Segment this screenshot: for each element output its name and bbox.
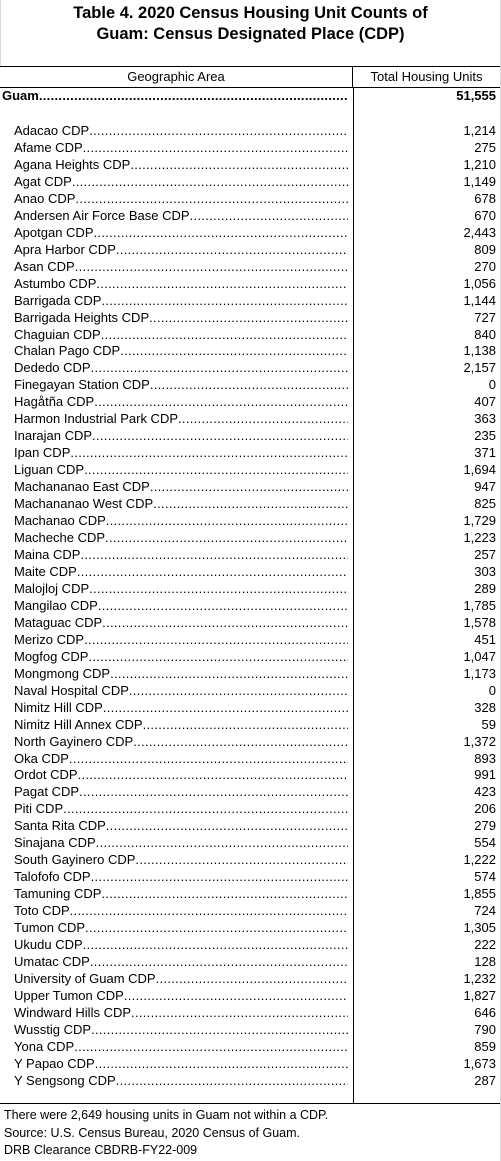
row-value: 574 [474, 869, 496, 885]
table-row[interactable] [0, 987, 500, 1004]
table-row[interactable] [0, 648, 500, 665]
table-row[interactable] [0, 766, 500, 783]
table-row[interactable] [0, 1021, 500, 1038]
row-value: 287 [474, 1072, 496, 1088]
row-value: 670 [474, 207, 496, 223]
table-row[interactable] [0, 292, 500, 309]
row-name: Andersen Air Force Base CDP ..... [14, 207, 348, 224]
row-name: Hagåtña CDP ..... [14, 393, 348, 410]
table-row[interactable] [0, 1055, 500, 1072]
table-row[interactable] [0, 936, 500, 953]
header-total-housing-units: Total Housing Units [370, 69, 483, 84]
row-value: 0 [488, 377, 496, 393]
row-name: Nimitz Hill CDP ..... [14, 699, 348, 716]
row-name: Mogfog CDP ..... [14, 648, 348, 665]
row-value: 809 [474, 241, 496, 257]
table-row[interactable] [0, 342, 500, 359]
row-value: 947 [474, 479, 496, 495]
row-name: Barrigada Heights CDP ..... [14, 309, 348, 326]
row-value: 1,729 [463, 513, 496, 529]
row-name: Mataguac CDP ..... [14, 614, 348, 631]
row-value: 275 [474, 139, 496, 155]
row-value: 289 [474, 580, 496, 596]
table-row[interactable] [0, 919, 500, 936]
row-value: 1,694 [463, 462, 496, 478]
row-name: Adacao CDP ..... [14, 122, 348, 139]
row-value: 363 [474, 411, 496, 427]
table-row[interactable] [0, 224, 500, 241]
row-value: 554 [474, 835, 496, 851]
row-value: 1,149 [463, 173, 496, 189]
row-name: Talofofo CDP ..... [14, 868, 348, 885]
row-value: 991 [474, 767, 496, 783]
row-name: Merizo CDP ..... [14, 631, 348, 648]
row-name: Pagat CDP ..... [14, 783, 348, 800]
row-value: 407 [474, 394, 496, 410]
row-name: Guam ..... [2, 87, 348, 104]
row-name: Toto CDP ..... [14, 902, 348, 919]
row-name: Piti CDP ..... [14, 800, 348, 817]
row-value: 1,855 [463, 886, 496, 902]
row-name: Dededo CDP ..... [14, 359, 348, 376]
table-row[interactable] [0, 851, 500, 868]
table-row[interactable] [0, 1004, 500, 1021]
table-row[interactable] [0, 800, 500, 817]
row-value: 678 [474, 190, 496, 206]
table-row[interactable] [0, 716, 500, 733]
row-name: Oka CDP ..... [14, 750, 348, 767]
row-value: 1,173 [463, 665, 496, 681]
row-name: Ipan CDP ..... [14, 444, 348, 461]
table-row[interactable] [0, 393, 500, 410]
table-row[interactable] [0, 376, 500, 393]
row-name: Tumon CDP ..... [14, 919, 348, 936]
row-name: Barrigada CDP ..... [14, 292, 348, 309]
footnote-3: DRB Clearance CBDRB-FY22-009 [4, 1143, 198, 1157]
row-name: Sinajana CDP ..... [14, 834, 348, 851]
table-row[interactable] [0, 512, 500, 529]
row-name: Maite CDP ..... [14, 563, 348, 580]
row-value: 128 [474, 954, 496, 970]
row-name: Maina CDP ..... [14, 546, 348, 563]
row-value: 825 [474, 496, 496, 512]
table-row[interactable] [0, 699, 500, 716]
table-row[interactable] [0, 953, 500, 970]
table-row[interactable] [0, 444, 500, 461]
table-row[interactable] [0, 563, 500, 580]
table-row[interactable] [0, 156, 500, 173]
table-row[interactable] [0, 258, 500, 275]
row-value: 2,157 [463, 360, 496, 376]
row-name: Y Sengsong CDP ..... [14, 1072, 348, 1089]
row-name: Harmon Industrial Park CDP ..... [14, 410, 348, 427]
table-row[interactable] [0, 970, 500, 987]
table-body [0, 87, 500, 1104]
row-name: Naval Hospital CDP ..... [14, 682, 348, 699]
footnote-2: Source: U.S. Census Bureau, 2020 Census of Guam. [4, 1125, 300, 1140]
table-row[interactable] [0, 682, 500, 699]
row-name: Apotgan CDP ..... [14, 224, 348, 241]
row-name: Agana Heights CDP ..... [14, 156, 348, 173]
row-value: 2,443 [463, 224, 496, 240]
row-name: Yona CDP ..... [14, 1038, 348, 1055]
row-name: Windward Hills CDP ..... [14, 1004, 348, 1021]
table-row[interactable] [0, 427, 500, 444]
row-value: 1,305 [463, 920, 496, 936]
table-row[interactable] [0, 529, 500, 546]
row-name: Nimitz Hill Annex CDP ..... [14, 716, 348, 733]
row-value: 1,827 [463, 987, 496, 1003]
row-name: North Gayinero CDP ..... [14, 733, 348, 750]
header-geographic-area: Geographic Area [0, 67, 353, 87]
row-name: Y Papao CDP ..... [14, 1055, 348, 1072]
row-name: Machanao CDP ..... [14, 512, 348, 529]
row-value: 51,555 [456, 88, 496, 103]
table-row[interactable] [0, 241, 500, 258]
row-value: 0 [488, 682, 496, 698]
row-name: Chalan Pago CDP ..... [14, 342, 348, 359]
table-row[interactable] [0, 207, 500, 224]
row-name: Agat CDP ..... [14, 173, 348, 190]
row-value: 727 [474, 309, 496, 325]
table-row[interactable] [0, 868, 500, 885]
table-row[interactable] [0, 190, 500, 207]
table-row[interactable] [0, 173, 500, 190]
table-row[interactable] [0, 665, 500, 682]
table-header [0, 66, 500, 88]
row-name: University of Guam CDP ..... [14, 970, 348, 987]
row-name: Liguan CDP ..... [14, 461, 348, 478]
table-row[interactable] [0, 122, 500, 139]
row-name: Chaguian CDP ..... [14, 326, 348, 343]
row-value: 790 [474, 1021, 496, 1037]
table-row[interactable] [0, 478, 500, 495]
row-value: 1,214 [463, 123, 496, 138]
row-value: 1,673 [463, 1055, 496, 1071]
row-name: Umatac CDP ..... [14, 953, 348, 970]
table-row[interactable] [0, 614, 500, 631]
row-value: 1,372 [463, 733, 496, 749]
row-value: 303 [474, 563, 496, 579]
row-value: 328 [474, 699, 496, 715]
row-value: 1,047 [463, 648, 496, 664]
table-title [0, 3, 501, 45]
table-row[interactable] [0, 326, 500, 343]
table-row[interactable] [0, 359, 500, 376]
table-row[interactable] [0, 783, 500, 800]
row-value: 279 [474, 818, 496, 834]
title-line-2: Guam: Census Designated Place (CDP) [96, 25, 405, 43]
table-row[interactable] [0, 750, 500, 767]
table-row[interactable] [0, 733, 500, 750]
table-row[interactable] [0, 885, 500, 902]
table-row[interactable] [0, 461, 500, 478]
row-value: 423 [474, 784, 496, 800]
row-name: Machananao West CDP ..... [14, 495, 348, 512]
row-value: 1,056 [463, 275, 496, 291]
row-value: 235 [474, 428, 496, 444]
table-row[interactable] [0, 1072, 500, 1089]
table-row[interactable] [0, 309, 500, 326]
row-name: Ordot CDP ..... [14, 766, 348, 783]
row-name: Asan CDP ..... [14, 258, 348, 275]
row-name: Santa Rita CDP ..... [14, 817, 348, 834]
row-name: Mangilao CDP ..... [14, 597, 348, 614]
row-name: South Gayinero CDP ..... [14, 851, 348, 868]
row-value: 371 [474, 445, 496, 461]
row-value: 1,232 [463, 971, 496, 986]
row-name: Tamuning CDP ..... [14, 885, 348, 902]
table-row[interactable] [0, 495, 500, 512]
title-line-1: Table 4. 2020 Census Housing Unit Counts of [73, 4, 428, 22]
row-value: 206 [474, 801, 496, 817]
row-value: 270 [474, 258, 496, 274]
table-row[interactable] [0, 580, 500, 597]
row-value: 859 [474, 1038, 496, 1054]
row-value: 1,222 [463, 852, 496, 868]
row-value: 59 [481, 716, 496, 732]
row-value: 1,138 [463, 343, 496, 359]
table-row[interactable] [0, 597, 500, 614]
footnote-1: There were 2,649 housing units in Guam not within a CDP. [4, 1108, 329, 1122]
row-value: 1,210 [463, 156, 496, 172]
row-name: Ukudu CDP ..... [14, 936, 348, 953]
table-row[interactable] [0, 817, 500, 834]
table-row[interactable] [0, 631, 500, 648]
row-name: Astumbo CDP ..... [14, 275, 348, 292]
row-value: 451 [474, 631, 496, 647]
footnotes [4, 1107, 328, 1160]
table-row-total[interactable] [0, 87, 500, 104]
row-value: 257 [474, 547, 496, 562]
row-value: 1,785 [463, 597, 496, 613]
table-row[interactable] [0, 410, 500, 427]
row-value: 1,144 [463, 292, 496, 308]
row-name: Finegayan Station CDP ..... [14, 376, 348, 393]
row-name: Macheche CDP ..... [14, 529, 348, 546]
row-value: 646 [474, 1004, 496, 1020]
row-name: Mongmong CDP ..... [14, 665, 348, 682]
row-name: Apra Harbor CDP ..... [14, 241, 348, 258]
row-name: Upper Tumon CDP ..... [14, 987, 348, 1004]
row-value: 222 [474, 937, 496, 953]
table-row[interactable] [0, 275, 500, 292]
row-name: Afame CDP ..... [14, 139, 348, 156]
table-row[interactable] [0, 546, 500, 563]
table-row[interactable] [0, 834, 500, 851]
row-name: Inarajan CDP ..... [14, 427, 348, 444]
row-value: 1,578 [463, 614, 496, 630]
row-value: 840 [474, 326, 496, 342]
table-row[interactable] [0, 139, 500, 156]
table-row[interactable] [0, 1038, 500, 1055]
row-name: Malojloj CDP ..... [14, 580, 348, 597]
row-name: Anao CDP ..... [14, 190, 348, 207]
row-value: 893 [474, 750, 496, 766]
table-row[interactable] [0, 902, 500, 919]
row-name: Machananao East CDP ..... [14, 478, 348, 495]
row-name: Wusstig CDP ..... [14, 1021, 348, 1038]
row-value: 1,223 [463, 530, 496, 546]
row-value: 724 [474, 903, 496, 919]
